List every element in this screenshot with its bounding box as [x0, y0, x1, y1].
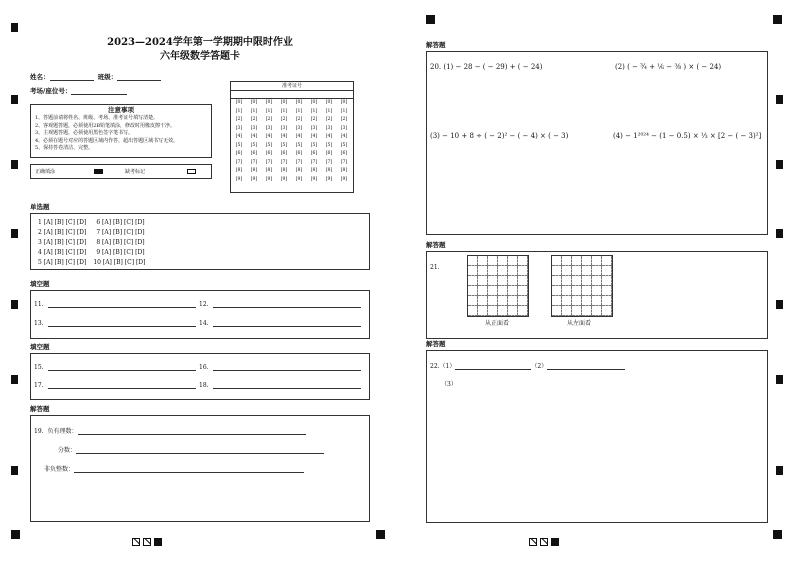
- q21-number: 21.: [430, 264, 440, 271]
- name-label: 姓名：: [30, 73, 50, 81]
- timing-mark: [776, 300, 783, 309]
- q19-line-2[interactable]: 分数：: [58, 445, 324, 454]
- exam-title: 2023—2024学年第一学期期中限时作业: [107, 37, 293, 48]
- timing-mark: [11, 229, 18, 238]
- admission-number-box: [230, 81, 354, 193]
- fill-section-title: 填空题: [30, 343, 50, 351]
- corner-mark: [773, 15, 782, 24]
- q20-part-1: 20. (1) − 28 − ( − 29) + ( − 24): [430, 63, 543, 71]
- timing-mark: [11, 160, 18, 169]
- q19-line-3[interactable]: 非负整数：: [44, 464, 304, 473]
- timing-mark: [776, 466, 783, 475]
- mc-row[interactable]: 2 [A] [B] [C] [D] 7 [A] [B] [C] [D]: [38, 229, 145, 236]
- title-block: [30, 36, 370, 64]
- q22-line-1[interactable]: 22.（1） （2）: [430, 361, 625, 370]
- digit-column[interactable]: [0] [1] [2] [3] [4] [5] [6] [7] [8] [9]: [340, 100, 348, 182]
- corner-mark: [773, 530, 782, 539]
- mc-row[interactable]: 4 [A] [B] [C] [D] 9 [A] [B] [C] [D]: [38, 249, 145, 256]
- name-field[interactable]: [30, 72, 161, 81]
- card-title: 六年级数学答题卡: [160, 51, 240, 62]
- fill-section-title: 填空题: [30, 280, 50, 288]
- front-view-label: 从正面看: [485, 320, 510, 327]
- answer-16[interactable]: 16.: [199, 364, 361, 371]
- solve-section-title: 解答题: [30, 405, 50, 413]
- timing-mark: [11, 466, 18, 475]
- digit-column[interactable]: [0] [1] [2] [3] [4] [5] [6] [7] [8] [9]: [265, 100, 273, 182]
- correct-fill-label: 正确填涂: [35, 169, 56, 175]
- fill-answer-box: [30, 353, 370, 400]
- timing-mark: [11, 300, 18, 309]
- timing-mark: [776, 375, 783, 384]
- front-view-grid[interactable]: [467, 255, 529, 317]
- mc-answer-box: [30, 213, 370, 270]
- answer-12[interactable]: 12.: [199, 301, 361, 308]
- mc-row[interactable]: 5 [A] [B] [C] [D] 10 [A] [B] [C] [D]: [38, 259, 146, 266]
- left-view-label: 从左面看: [567, 320, 592, 327]
- answer-17[interactable]: 17.: [34, 382, 196, 389]
- q22-line-3[interactable]: （3）: [441, 381, 457, 388]
- answer-15[interactable]: 15.: [34, 364, 196, 371]
- digit-column[interactable]: [0] [1] [2] [3] [4] [5] [6] [7] [8] [9]: [325, 100, 333, 182]
- admission-title: 准考证号: [231, 82, 353, 91]
- solve-section-title: 解答题: [426, 241, 446, 249]
- missing-mark-box[interactable]: [187, 169, 196, 174]
- q22-answer-box: [426, 350, 768, 523]
- notice-line: 1、答题前请将姓名、班级、考场、准考证号填写清楚。: [35, 115, 159, 121]
- notice-line: 4、必须在题号对应的答题区域内作答，超出答题区域书写无效。: [35, 137, 179, 144]
- timing-mark: [776, 229, 783, 238]
- timing-mark: [11, 23, 18, 32]
- left-view-grid[interactable]: [551, 255, 613, 317]
- missing-mark-label: 缺考标记: [125, 169, 146, 175]
- q20-part-4: (4) − 1²⁰²⁴ − (1 − 0.5) × ⅓ × [2 − ( − 3)²]: [613, 132, 762, 140]
- timing-mark: [11, 95, 18, 104]
- fill-answer-box: [30, 290, 370, 339]
- page-code: [132, 531, 162, 550]
- digit-column[interactable]: [0] [1] [2] [3] [4] [5] [6] [7] [8] [9]: [310, 100, 318, 182]
- seat-label: 考场/座位号：: [30, 87, 72, 95]
- q21-answer-box: [426, 251, 768, 339]
- solve-section-title: 解答题: [426, 340, 446, 348]
- solve-section-title: 解答题: [426, 41, 446, 49]
- corner-mark: [11, 530, 20, 539]
- answer-18[interactable]: 18.: [199, 382, 361, 389]
- timing-mark: [776, 95, 783, 104]
- q19-answer-box: [30, 415, 370, 522]
- class-label: 班级：: [97, 73, 118, 81]
- page-code: [529, 531, 559, 550]
- notice-line: 5、保持答卷清洁、完整。: [35, 145, 94, 152]
- digit-column[interactable]: [0] [1] [2] [3] [4] [5] [6] [7] [8] [9]: [235, 100, 243, 182]
- notice-title: 注意事项: [108, 106, 134, 114]
- digit-column[interactable]: [0] [1] [2] [3] [4] [5] [6] [7] [8] [9]: [250, 100, 258, 182]
- notice-box: [30, 104, 212, 158]
- admission-write-row[interactable]: [231, 91, 353, 99]
- corner-mark: [376, 530, 385, 539]
- q19-line-1[interactable]: 19. 负有理数：: [34, 426, 306, 435]
- digit-column[interactable]: [0] [1] [2] [3] [4] [5] [6] [7] [8] [9]: [295, 100, 303, 182]
- answer-11[interactable]: 11.: [34, 301, 196, 308]
- q20-part-3: (3) − 10 + 8 ÷ ( − 2)² − ( − 4) × ( − 3): [430, 132, 569, 140]
- q20-answer-box[interactable]: [426, 51, 768, 235]
- filled-box-icon: [94, 169, 103, 174]
- answer-14[interactable]: 14.: [199, 320, 361, 327]
- q20-part-2: (2) ( − ¾ + ⅙ − ⅜ ) × ( − 24): [615, 63, 722, 71]
- fill-example: [30, 164, 212, 179]
- mc-row[interactable]: 3 [A] [B] [C] [D] 8 [A] [B] [C] [D]: [38, 239, 145, 246]
- seat-field[interactable]: [30, 86, 127, 95]
- timing-mark: [776, 160, 783, 169]
- timing-mark: [11, 375, 18, 384]
- mc-row[interactable]: 1 [A] [B] [C] [D] 6 [A] [B] [C] [D]: [38, 219, 145, 226]
- notice-line: 2、客观题答题，必须使用2B铅笔填涂，修改时用橡皮擦干净。: [35, 122, 176, 129]
- digit-column[interactable]: [0] [1] [2] [3] [4] [5] [6] [7] [8] [9]: [280, 100, 288, 182]
- notice-line: 3、主观题答题，必须使用黑色签字笔书写。: [35, 130, 134, 137]
- answer-13[interactable]: 13.: [34, 320, 196, 327]
- mc-section-title: 单选题: [30, 203, 50, 211]
- corner-mark: [426, 15, 435, 24]
